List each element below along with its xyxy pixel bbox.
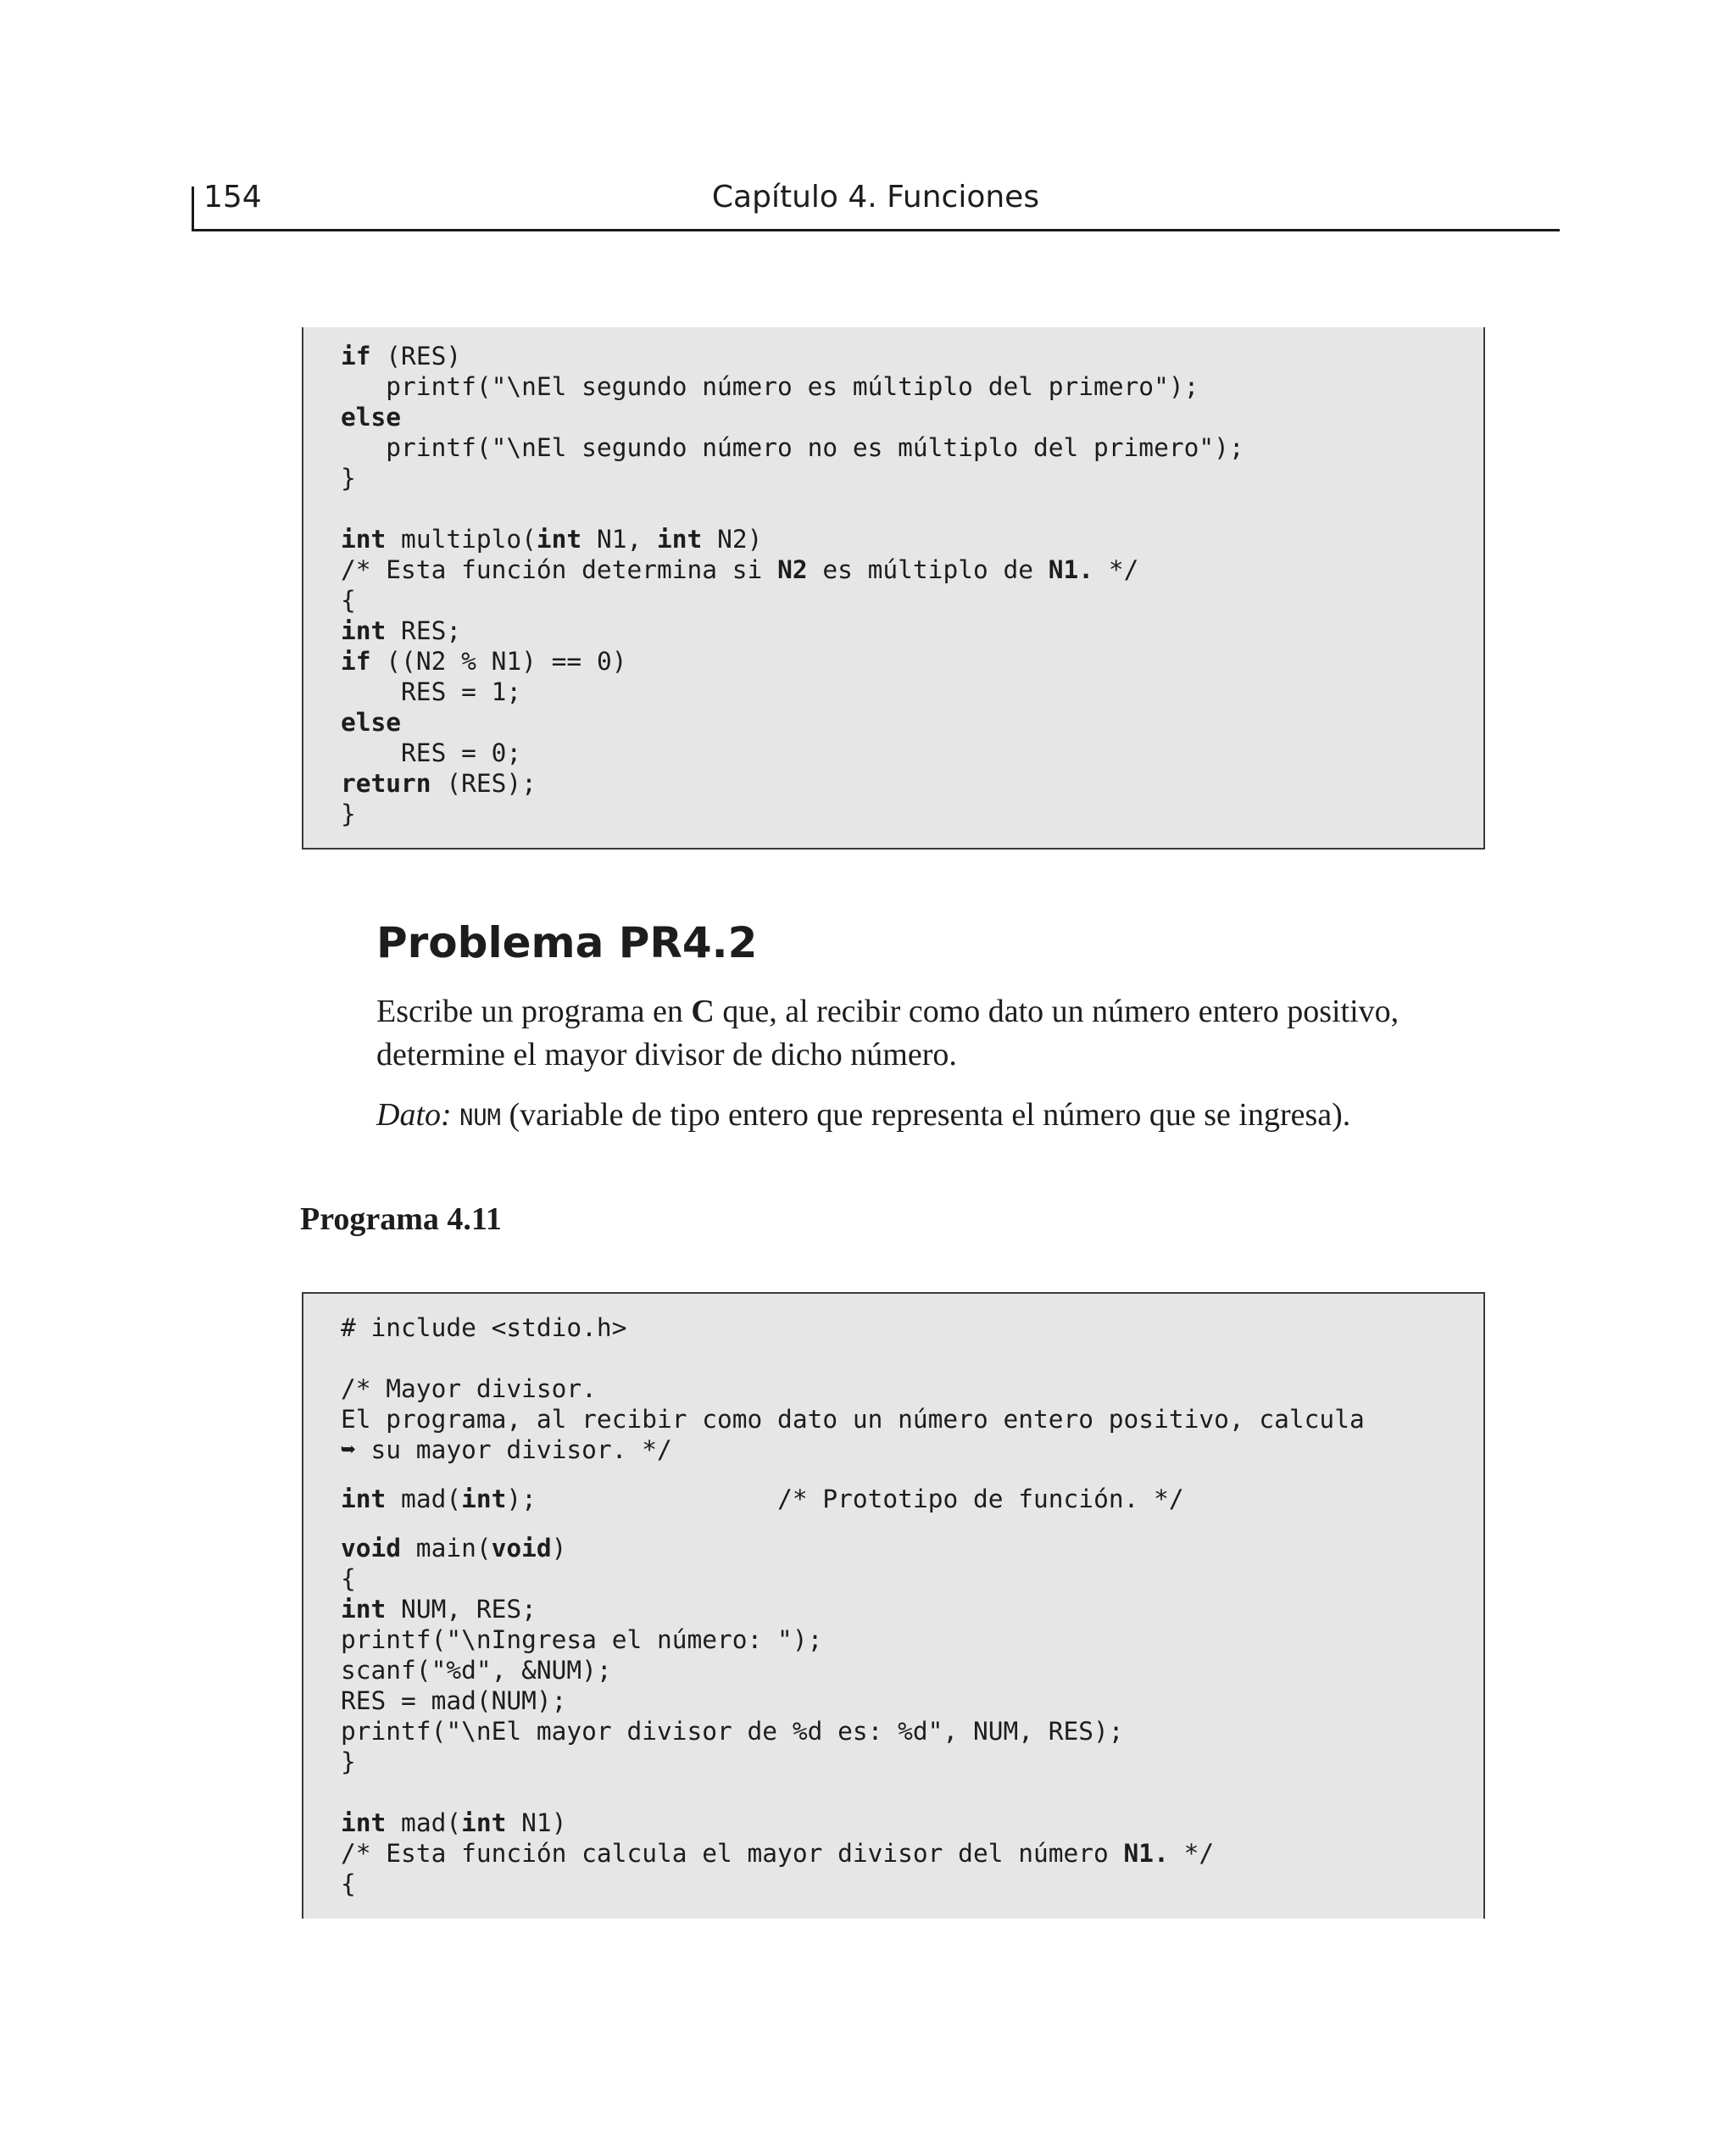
code-text: RES = 1; xyxy=(341,677,522,706)
code-line xyxy=(341,799,1483,829)
code-text: N1) xyxy=(506,1808,567,1837)
code-line xyxy=(341,738,1483,768)
code-text: /* Esta función determina si xyxy=(341,555,778,584)
code-listing-program-4-11 xyxy=(302,1292,1485,1919)
code-keyword: N2 xyxy=(777,555,808,584)
code-keyword: int xyxy=(461,1808,507,1837)
code-keyword: N1. xyxy=(1048,555,1094,584)
code-text: scanf("%d", &NUM); xyxy=(341,1656,612,1685)
code-text: NUM, RES; xyxy=(386,1595,537,1624)
code-text: printf("\nEl segundo número es múltiplo del primero"); xyxy=(341,372,1199,401)
code-line xyxy=(341,707,1483,738)
code-text: printf("\nEl segundo número no es múltiplo del primero"); xyxy=(341,433,1244,462)
code-text: mad( xyxy=(386,1485,462,1513)
code-text: N2) xyxy=(702,525,763,554)
problem-heading: Problema PR4.2 xyxy=(376,918,758,967)
code-keyword: return xyxy=(341,769,431,798)
data-description: (variable de tipo entero que representa el número que se ingresa). xyxy=(500,1097,1351,1133)
chapter-title: Capítulo 4. Funciones xyxy=(711,180,1040,214)
code-text: ) xyxy=(551,1534,567,1563)
code-text: } xyxy=(341,1747,356,1776)
code-text: RES = mad(NUM); xyxy=(341,1686,567,1715)
code-line xyxy=(341,1808,1483,1838)
code-line xyxy=(341,1716,1483,1747)
code-keyword: int xyxy=(536,525,582,554)
code-text: mad( xyxy=(386,1808,462,1837)
problem-statement xyxy=(376,990,1495,1077)
code-text: es múltiplo de xyxy=(807,555,1049,584)
code-keyword: N1. xyxy=(1123,1839,1169,1868)
data-variable: NUM xyxy=(459,1105,501,1131)
code-text: RES; xyxy=(386,616,462,645)
code-keyword: void xyxy=(341,1534,402,1563)
language-name: C xyxy=(691,994,715,1029)
code-text: */ xyxy=(1168,1839,1215,1868)
code-line xyxy=(341,1435,1483,1465)
code-text: N1, xyxy=(581,525,658,554)
code-line xyxy=(341,1533,1483,1563)
code-text: multiplo( xyxy=(386,525,537,554)
code-line xyxy=(341,1312,1483,1343)
code-line xyxy=(341,1777,1483,1808)
code-text: /* Mayor divisor. xyxy=(341,1374,597,1403)
code-line xyxy=(341,1373,1483,1404)
running-header xyxy=(192,170,1560,231)
code-text: } xyxy=(341,464,356,493)
code-text: */ xyxy=(1093,555,1139,584)
code-line xyxy=(341,463,1483,493)
code-line xyxy=(341,1685,1483,1716)
code-keyword: else xyxy=(341,403,402,432)
code-line xyxy=(341,616,1483,646)
code-keyword: int xyxy=(657,525,703,554)
code-line xyxy=(341,768,1483,799)
code-text: { xyxy=(341,1564,356,1593)
code-keyword: else xyxy=(341,708,402,737)
code-text: (RES) xyxy=(370,342,462,370)
code-text: RES = 0; xyxy=(341,738,522,767)
page-number: 154 xyxy=(203,180,262,214)
code-text: ); /* Prototipo de función. */ xyxy=(506,1485,1184,1513)
code-line xyxy=(341,1869,1483,1899)
code-keyword: if xyxy=(341,342,371,370)
program-caption: Programa 4.11 xyxy=(300,1201,502,1237)
code-line xyxy=(341,554,1483,585)
code-line xyxy=(341,1484,1483,1514)
code-text: # include <stdio.h> xyxy=(341,1313,627,1342)
code-line xyxy=(341,1563,1483,1594)
code-line xyxy=(341,524,1483,554)
code-line xyxy=(341,1624,1483,1655)
code-text: su mayor divisor. */ xyxy=(355,1435,672,1464)
statement-end: que, al recibir como dato un número entero positivo, determine el mayor divisor de dicho número. xyxy=(376,994,1399,1072)
code-keyword: int xyxy=(341,616,387,645)
code-line xyxy=(341,1404,1483,1435)
code-line xyxy=(341,1343,1483,1373)
code-line xyxy=(341,585,1483,616)
code-text: printf("\nEl mayor divisor de %d es: %d", NUM, RES); xyxy=(341,1717,1124,1746)
data-label: Dato: xyxy=(376,1097,452,1133)
code-keyword: if xyxy=(341,647,371,676)
code-line xyxy=(341,341,1483,371)
code-keyword: int xyxy=(341,1808,387,1837)
code-line xyxy=(341,1838,1483,1869)
code-line xyxy=(341,402,1483,432)
code-keyword: int xyxy=(341,1485,387,1513)
code-text: main( xyxy=(401,1534,492,1563)
code-listing-continued xyxy=(302,327,1485,850)
code-line xyxy=(341,677,1483,707)
code-line xyxy=(341,1655,1483,1685)
code-text: { xyxy=(341,1869,356,1898)
code-keyword: int xyxy=(341,1595,387,1624)
code-line xyxy=(341,1594,1483,1624)
code-line xyxy=(341,646,1483,677)
code-line xyxy=(341,1747,1483,1777)
problem-data xyxy=(376,1094,1504,1139)
code-keyword: int xyxy=(341,525,387,554)
code-text: { xyxy=(341,586,356,615)
statement-start: Escribe un programa en xyxy=(376,994,692,1029)
code-text: printf("\nIngresa el número: "); xyxy=(341,1625,823,1654)
code-line xyxy=(341,371,1483,402)
code-text: } xyxy=(341,799,356,828)
code-line xyxy=(341,493,1483,524)
code-text: (RES); xyxy=(431,769,537,798)
code-text: /* Esta función calcula el mayor divisor del número xyxy=(341,1839,1124,1868)
code-text: ((N2 % N1) == 0) xyxy=(370,647,627,676)
code-text: El programa, al recibir como dato un número entero positivo, calcula xyxy=(341,1405,1365,1434)
code-line xyxy=(341,432,1483,463)
code-keyword: void xyxy=(491,1534,552,1563)
code-keyword: int xyxy=(461,1485,507,1513)
code-keyword: ➥ xyxy=(341,1435,356,1464)
